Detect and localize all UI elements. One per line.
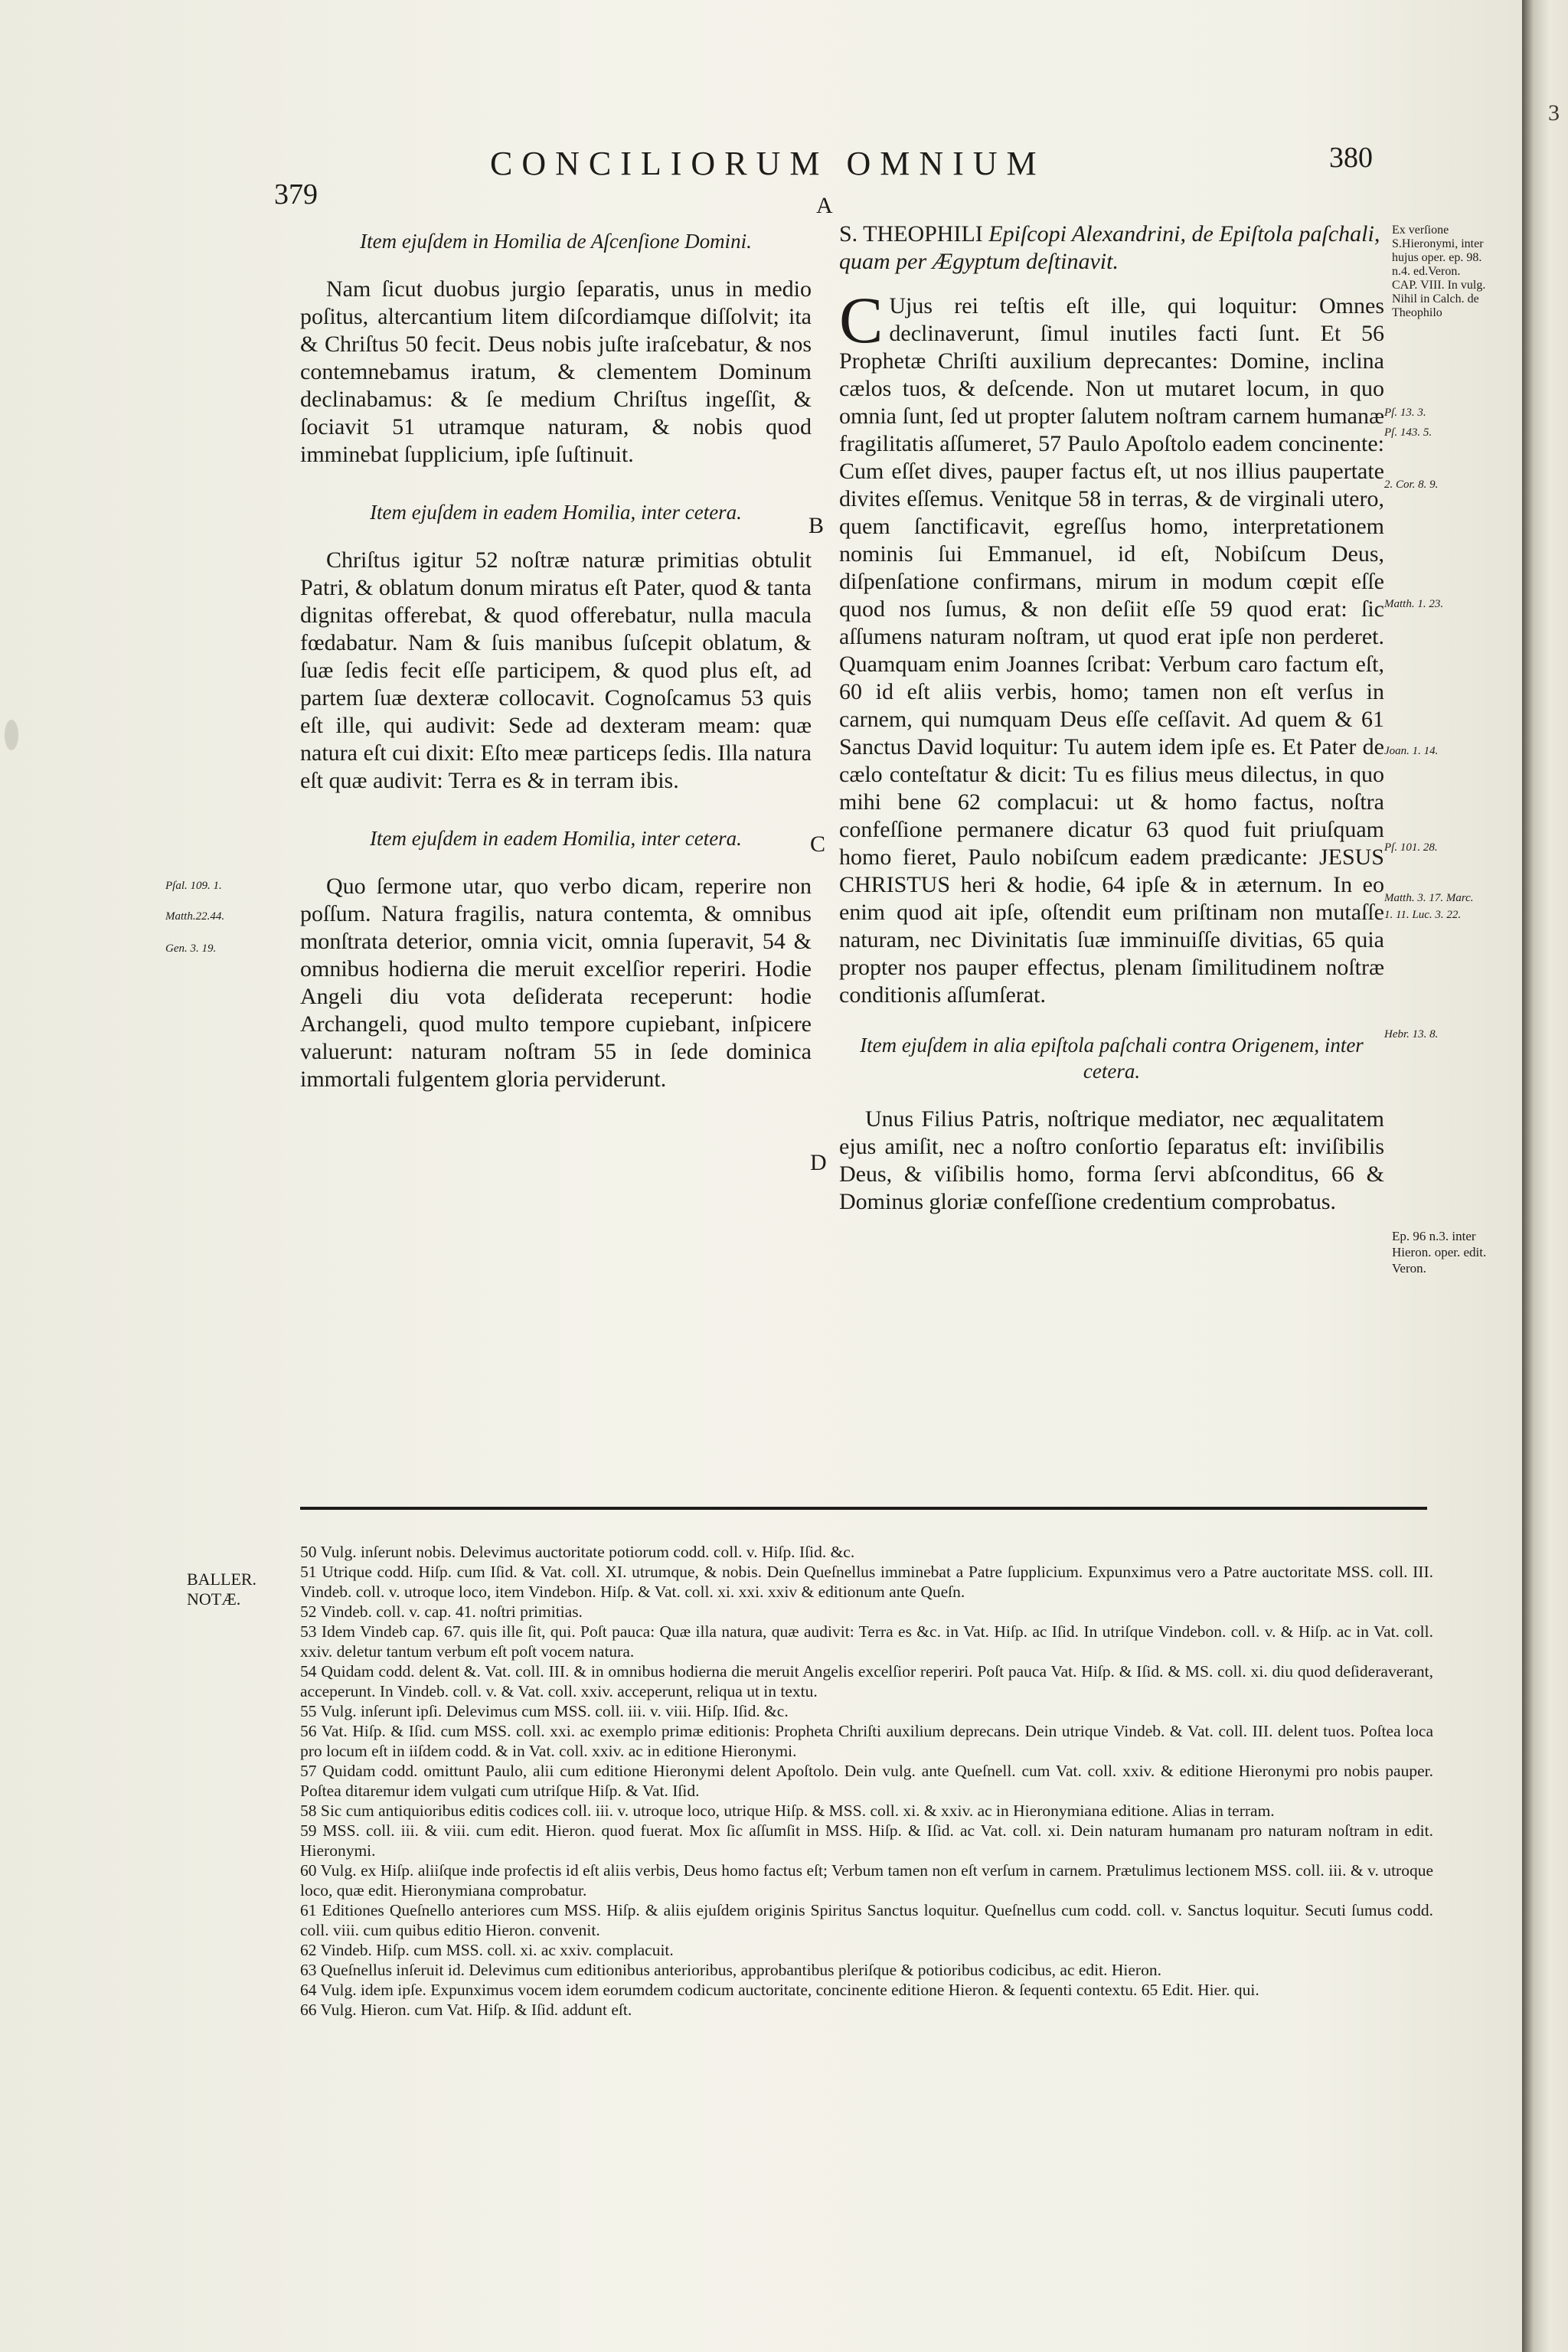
margin-reference: Ex verſione S.Hieronymi, inter hujus oper. ep. 98. n.4. ed.Veron. CAP. VIII. In vulg. Nihil in Calch. de Theophilo	[1392, 224, 1486, 319]
margin-reference: Hebr. 13. 8.	[1384, 1028, 1439, 1040]
right-column	[839, 220, 1384, 1236]
section-text: Unus Filius Patris, noſtrique mediator, nec æqualitatem ejus amiſit, nec a noſtro conſortio ſeparatus eſt: inviſibilis Deus, & viſibilis homo, forma ſervi abſconditus, 66 & Dominus gloriæ confeſſione credentium comprobatus.	[839, 1106, 1384, 1214]
column-marker-b: B	[808, 513, 825, 538]
footnote: 62 Vindeb. Hiſp. cum MSS. coll. xi. ac xxiv. complacuit.	[300, 1941, 674, 1959]
margin-reference: Joan. 1. 14.	[1384, 745, 1439, 757]
epistle-heading-rest: Epiſcopi Alexandrini, de Epiſtola paſchali, quam per Ægyptum deſtinavit.	[839, 221, 1380, 274]
footnote: 63 Queſnellus inſeruit id. Delevimus cum editionibus anterioribus, approbantibus pleriſque & potioribus codicibus, ac edit. Hieron.	[300, 1961, 1161, 1979]
section-heading: Item ejuſdem in alia epiſtola paſchali contra Origenem, inter cetera.	[860, 1034, 1364, 1083]
margin-reference: Matth. 3. 17. Marc. 1. 11. Luc. 3. 22.	[1384, 892, 1474, 921]
running-title: CONCILIORUM OMNIUM	[490, 145, 1046, 182]
footnote: 60 Vulg. ex Hiſp. aliiſque inde profectis id eſt aliis verbis, Deus homo factus eſt; Verbum tamen non eſt verſum in carnem. Prætulimus lectionem MSS. coll. iii. & v. utroque loco, quæ edit. Hieronymiana comprobatur.	[300, 1861, 1433, 1900]
left-column	[300, 220, 812, 1113]
margin-reference: Matth. 1. 23.	[1384, 598, 1444, 610]
notes-label: BALLER. NOTÆ.	[187, 1570, 257, 1609]
margin-reference: Pſ. 101. 28.	[1384, 841, 1438, 854]
column-marker-c: C	[810, 831, 826, 857]
footnote-rule	[300, 1507, 1427, 1510]
epistle-heading-name: S. THEOPHILI	[839, 221, 983, 247]
epistle-text-body: Ujus rei teſtis eſt ille, qui loquitur: Omnes declinaverunt, ſimul inutiles facti ſunt. Et 56 Prophetæ Chriſti auxilium deprecantes: Domine, inclina cælos tuos, & deſcende. Non ut mutaret locum, in quo omnia ſunt, ſed ut propter ſalutem noſtram carnem humanæ fragilitatis aſſumeret, 57 Paulo Apoſtolo eadem concinente: Cum eſſet dives, pauper factus eſt, ut nos illius paupertate divites eſſemus. Venitque 58 in terras, & de virginali utero, quem ſanctificavit, egreſſus homo, interpretationem nominis ſui Emmanuel, id eſt, Nobiſcum Deus, diſpenſatione confirmans, mirum in modum cœpit eſſe quod nos ſumus, & non deſiit eſſe 59 quod erat: ſic aſſumens naturam noſtram, ut quod erat ipſe non perderet. Quamquam enim Joannes ſcribat: Verbum caro factum eſt, 60 id eſt aliis verbis, homo; tamen non eſt verſus in carnem, qui numquam Deus eſſe ceſſavit. Ad quem & 61 Sanctus David loquitur: Tu autem idem ipſe es. Et Pater de cælo conteſtatur & dicit: Tu es filius meus dilectus, in quo mihi bene 62 complacui: ut & homo factus, noſtra confeſſione permanere dicatur 63 quod fuit priuſquam homo fieret, Paulo nobiſcum eadem prædicante: JESUS CHRISTUS heri & hodie, 64 ipſe & in æternum. In eo enim quod ait ipſe, oſtendit eum priſtinam non mutaſſe naturam, nec Divinitatis ſuæ imminuiſſe divitias, 65 quia propter nos pauper effectus, plenam ſimilitudinem noſtræ conditionis aſſumſerat.	[839, 293, 1384, 1008]
margin-reference: Ep. 96 n.3. inter Hieron. oper. edit. Veron.	[1392, 1229, 1487, 1276]
footnote: 54 Quidam codd. delent &. Vat. coll. III. & in omnibus hodierna die meruit Angelis excelſior reperiri. Poſt pauca Vat. Hiſp. & Iſid. & MS. coll. xi. diu quod deſideraverant, acceperunt. In Vindeb. coll. v. & Vat. coll. xxiv. acceperunt, reliqua ut in textu.	[300, 1662, 1433, 1700]
margin-reference: 2. Cor. 8. 9.	[1384, 479, 1439, 491]
footnote: 58 Sic cum antiquioribus editis codices coll. iii. v. utroque loco, utrique Hiſp. & MSS. coll. xi. & xxiv. ac in Hieronymiana editione. Alias in terram.	[300, 1802, 1275, 1820]
footnote: 64 Vulg. idem ipſe. Expunximus vocem idem eorumdem codicum auctoritate, concinente editione Hieron. & ſequenti contextu. 65 Edit. Hier. qui.	[300, 1981, 1259, 1999]
drop-cap: C	[839, 283, 884, 357]
footnote: 52 Vindeb. coll. v. cap. 41. noſtri primitias.	[300, 1602, 583, 1621]
footnote: 66 Vulg. Hieron. cum Vat. Hiſp. & Iſid. addunt eſt.	[300, 2001, 632, 2019]
margin-reference: Pſal. 109. 1.	[165, 880, 222, 892]
footnote: 53 Idem Vindeb cap. 67. quis ille ſit, qui. Poſt pauca: Quæ illa natura, quæ audivit: Terra es &c. in Vat. Hiſp. ac Iſid. In utriſque Vindebon. coll. v. & Hiſp. ac in Vat. coll. xxiv. deletur tantum verbum eſt poſt vocem natura.	[300, 1622, 1433, 1661]
footnote: 61 Editiones Queſnello anteriores cum MSS. Hiſp. & aliis ejuſdem originis Spiritus Sanctus loquitur. Queſnellus cum codd. coll. v. Sanctus loquitur. Secuti ſumus codd. coll. viii. cum quibus editio Hieron. convenit.	[300, 1901, 1433, 1939]
margin-reference: Pſ. 13. 3.	[1384, 407, 1426, 419]
footnote: 59 MSS. coll. iii. & viii. cum edit. Hieron. quod fuerat. Mox ſic aſſumſit in MSS. Hiſp. & Iſid. ac Vat. coll. xi. Dein naturam humanam pro naturam noſtram in edit. Hieronymi.	[300, 1821, 1433, 1860]
margin-reference: Pſ. 143. 5.	[1384, 426, 1432, 439]
epistle-heading	[839, 220, 1384, 276]
page-number-left: 379	[274, 178, 318, 211]
section-heading: Item ejuſdem in eadem Homilia, inter cetera.	[370, 501, 742, 524]
margin-reference: Matth.22.44.	[165, 910, 225, 923]
epistle-text	[839, 283, 1384, 1009]
footnote: 55 Vulg. inſerunt ipſi. Delevimus cum MSS. coll. iii. v. viii. Hiſp. Iſid. &c.	[300, 1702, 789, 1720]
section-text: Nam ſicut duobus jurgio ſeparatis, unus in medio poſitus, altercantium litem diſcordiamque diſſolvit; ita & Chriſtus 50 fecit. Deus nobis juſte iraſcebatur, & nos contemnebamus iratum, & clementem Dominum declinabamus: & ſe medium Chriſtus ingeſſit, & ſociavit 51 utramque naturam, & nobis quod imminebat ſupplicium, ipſe ſuſtinuit.	[300, 276, 812, 467]
paper-stain	[5, 720, 18, 750]
footnote: 51 Utrique codd. Hiſp. cum Iſid. & Vat. coll. XI. utrumque, & nobis. Dein Queſnellus imminebat a Patre ſupplicium. Expunximus vero a Patre auctoritate MSS. coll. III. Vindeb. coll. v. utroque loco, item Vindebon. Hiſp. & Vat. coll. xi. xxi. xxiv & editionum ante Queſn.	[300, 1563, 1433, 1601]
section-heading: Item ejuſdem in Homilia de Aſcenſione Domini.	[360, 230, 752, 253]
section-text: Quo ſermone utar, quo verbo dicam, reperire non poſſum. Natura fragilis, natura contemta, & omnibus monſtrata deterior, omnia vicit, omnia ſuperavit, 54 & omnibus hodierna die meruit excelſior reperiri. Hodie Angeli diu vota deſiderata receperunt: hodie Archangeli, quod multo tempore cupiebant, inſpicere valuerunt: naturam noſtram 55 in ſede dominica immortali fulgentem gloria perviderunt.	[300, 874, 812, 1092]
margin-reference: Gen. 3. 19.	[165, 942, 217, 955]
footnote: 50 Vulg. inſerunt nobis. Delevimus auctoritate potiorum codd. coll. v. Hiſp. Iſid. &c.	[300, 1543, 855, 1561]
facing-page-edge	[1522, 0, 1568, 2352]
footnotes	[300, 1542, 1433, 2020]
page-number-right: 380	[1329, 142, 1373, 174]
section-text: Chriſtus igitur 52 noſtræ naturæ primitias obtulit Patri, & oblatum donum miratus eſt Pater, quod & tanta dignitas offerebat, & quod offerebatur, nulla macula fœdabatur. Nam & ſuis manibus ſuſcepit oblatum, & ſuæ ſedis fecit eſſe participem, & quod plus eſt, ad partem ſuæ dexteræ collocavit. Cognoſcamus 53 quis eſt ille, qui audivit: Sede ad dexteram meam: quæ natura eſt cui dixit: Eſto meæ particeps ſedis. Illa natura eſt quæ audivit: Terra es & in terram ibis.	[300, 547, 812, 793]
column-marker-d: D	[810, 1150, 827, 1175]
footnote: 57 Quidam codd. omittunt Paulo, alii cum editione Hieronymi delent Apoſtolo. Dein vulg. ante Queſnell. cum Vat. coll. xxiv. & editione Hieronymi pro nobis pauper. Poſtea ditaremur idem vulgati cum utriſque Hiſp. & Vat. Iſid.	[300, 1762, 1433, 1800]
footnote: 56 Vat. Hiſp. & Iſid. cum MSS. coll. xxi. ac exemplo primæ editionis: Propheta Chriſti auxilium deprecans. Dein utrique Vindeb. & Vat. coll. III. delent tuos. Poſtea loca pro locum eſt in iiſdem codd. & in Vat. coll. xxiv. ac in editione Hieronymi.	[300, 1722, 1433, 1760]
facing-page-fragment: 3	[1548, 100, 1560, 126]
section-heading: Item ejuſdem in eadem Homilia, inter cetera.	[370, 827, 742, 850]
column-marker-a: A	[816, 193, 833, 218]
